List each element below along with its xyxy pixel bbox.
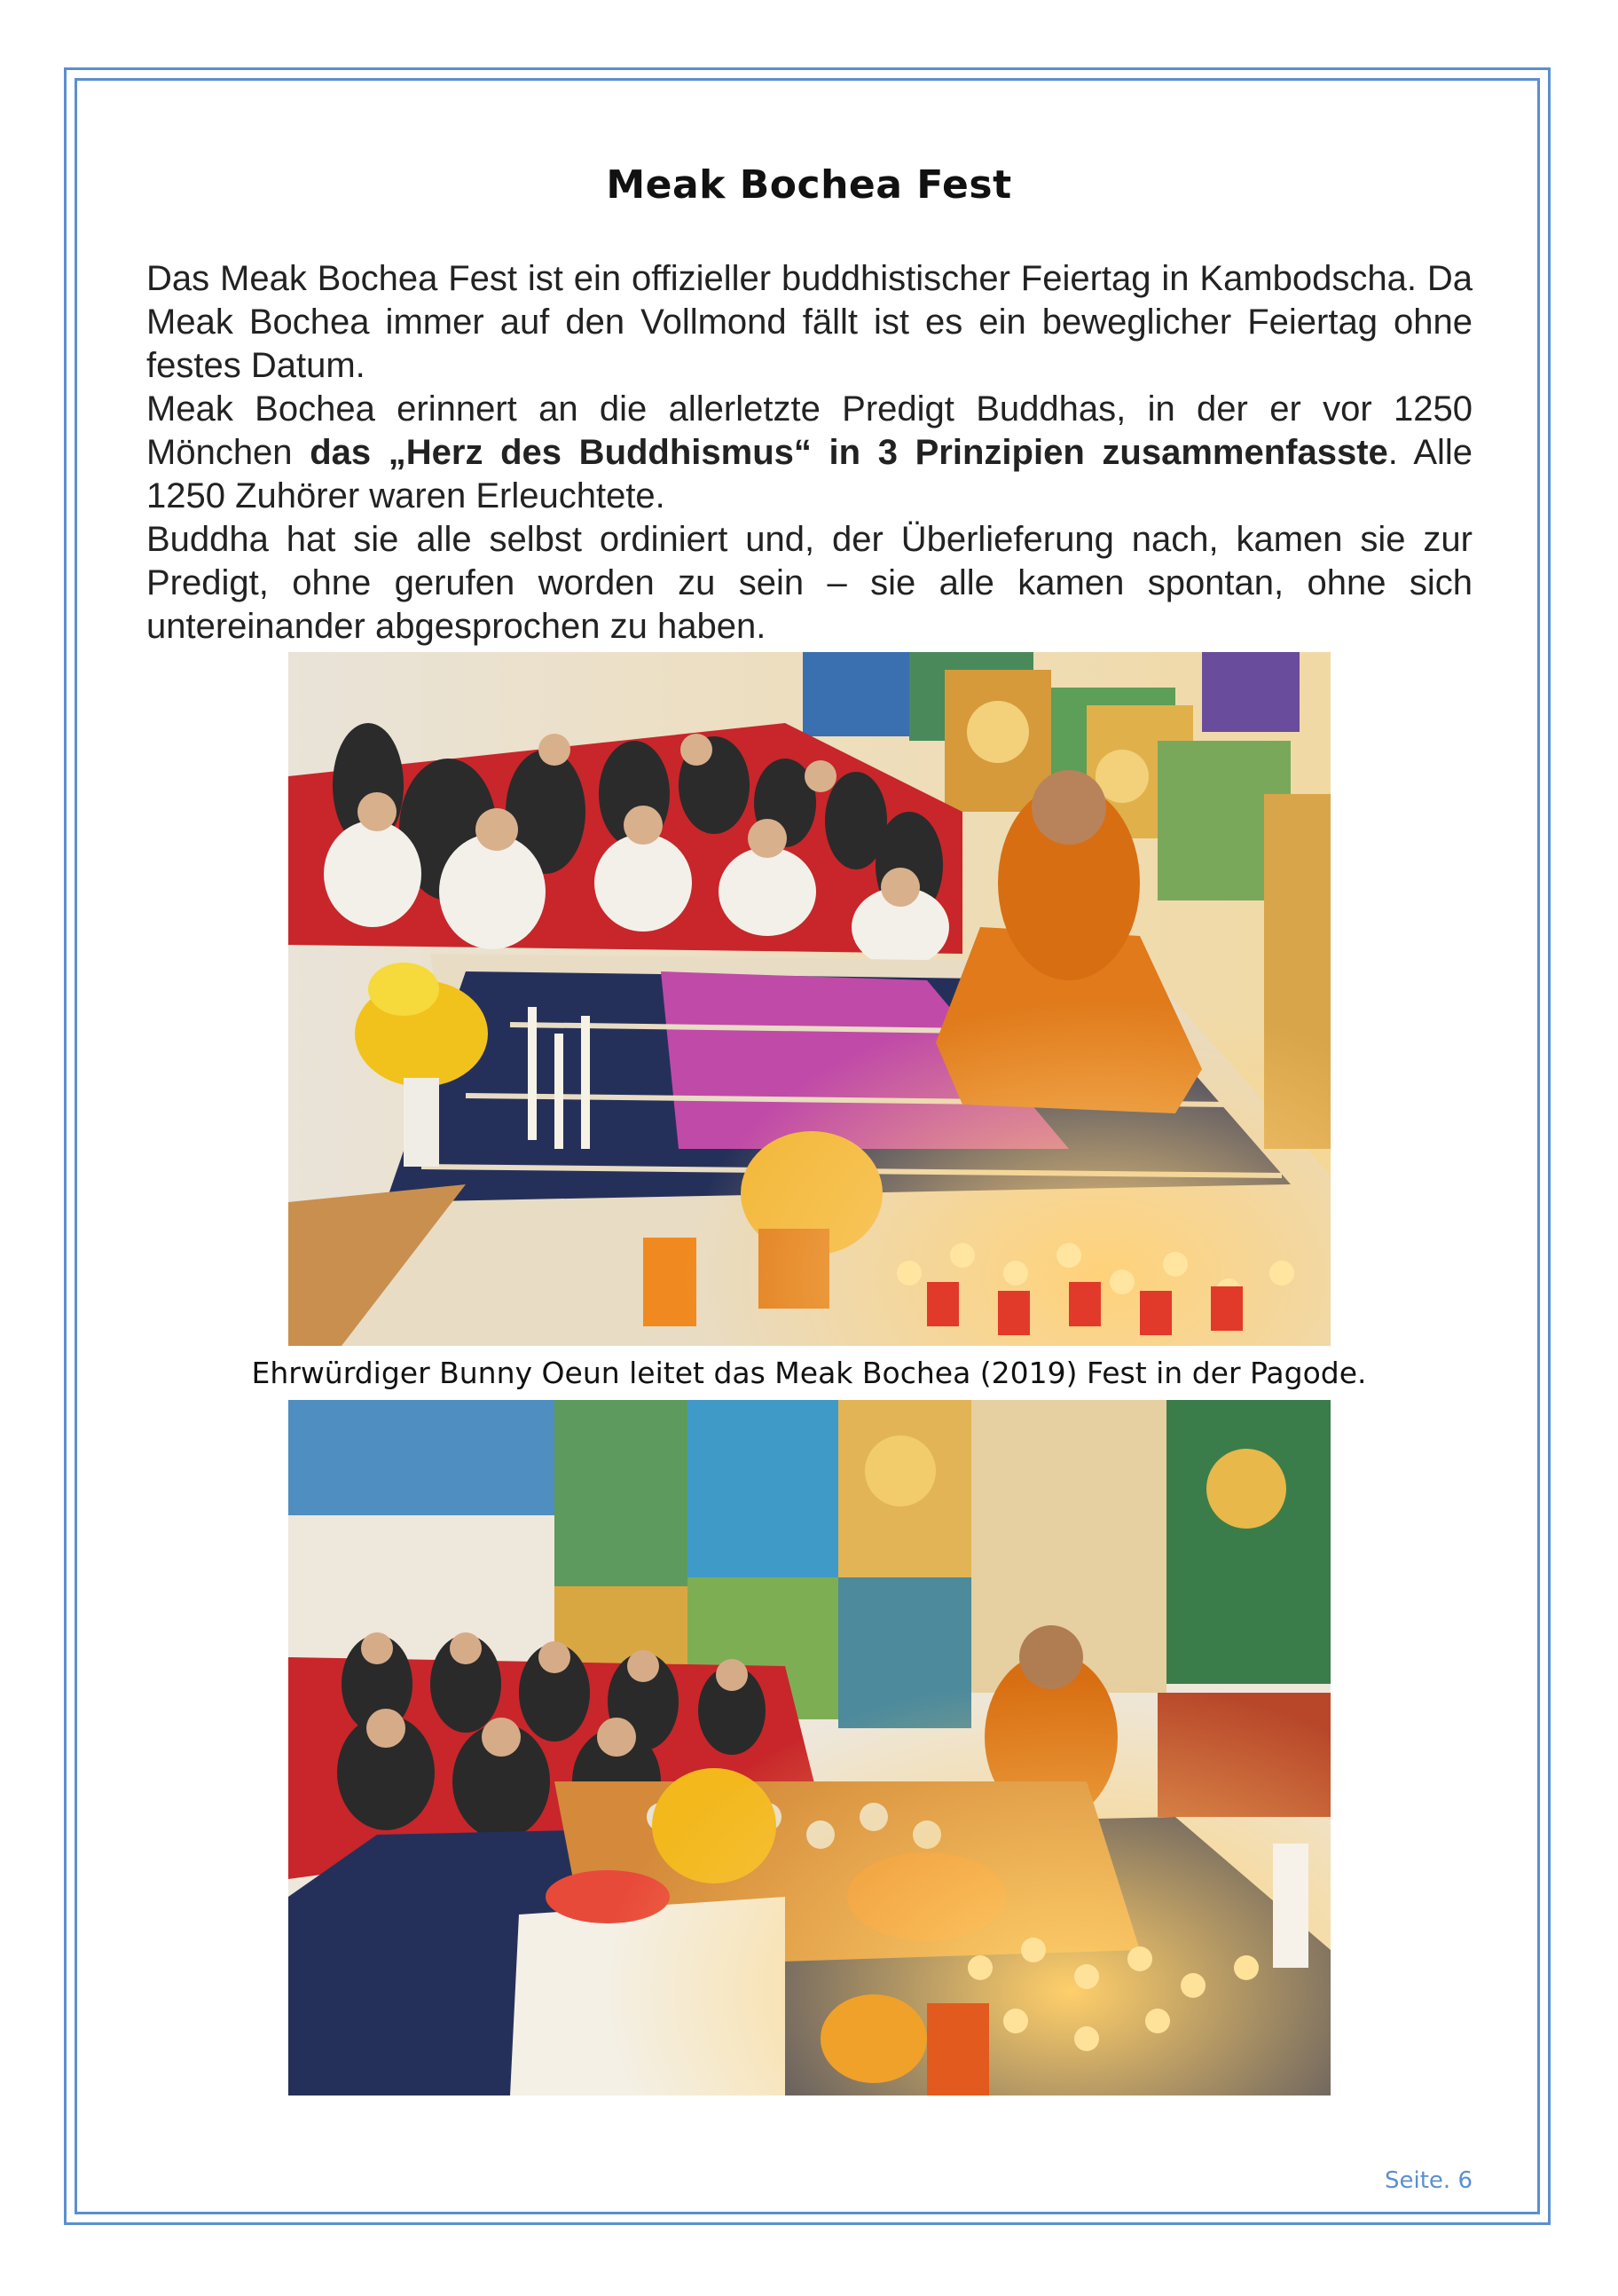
paragraph-2-end: . Alle 1250 Zuhörer waren Erleuchtete. <box>146 433 1473 515</box>
paragraph-2-start: Meak Bochea erinnert an die allerletzte Predigt Buddhas, in der er vor 1250 Mönchen <box>146 389 1473 472</box>
paragraph-2-bold: das „Herz des Buddhismus“ in 3 Prinzipien zusammenfasste <box>310 433 1388 472</box>
page-title: Meak Bochea Fest <box>606 162 1012 208</box>
article-body <box>146 257 1473 649</box>
paragraph-1: Das Meak Bochea Fest ist ein offizieller buddhistischer Feiertag in Kambodscha. Da Meak Bochea immer auf den Vollmond fällt ist es ein beweglicher Feiertag ohne festes Datum. <box>146 259 1473 385</box>
paragraph-3: Buddha hat sie alle selbst ordiniert und, der Überlieferung nach, kamen sie zur Predigt, ohne gerufen worden zu sein – sie alle kamen spontan, ohne sich untereinander abgesprochen zu haben. <box>146 520 1473 646</box>
photo-caption: Ehrwürdiger Bunny Oeun leitet das Meak Bochea (2019) Fest in der Pagode. <box>251 1356 1367 1390</box>
ceremony-photo-1-image <box>288 652 1331 1346</box>
paragraph-2 <box>146 388 1473 518</box>
ceremony-photo-2-image <box>288 1400 1331 2095</box>
ceremony-photo-2 <box>288 1400 1331 2095</box>
ceremony-photo-1 <box>288 652 1331 1346</box>
page-number: Seite. 6 <box>1385 2167 1473 2194</box>
